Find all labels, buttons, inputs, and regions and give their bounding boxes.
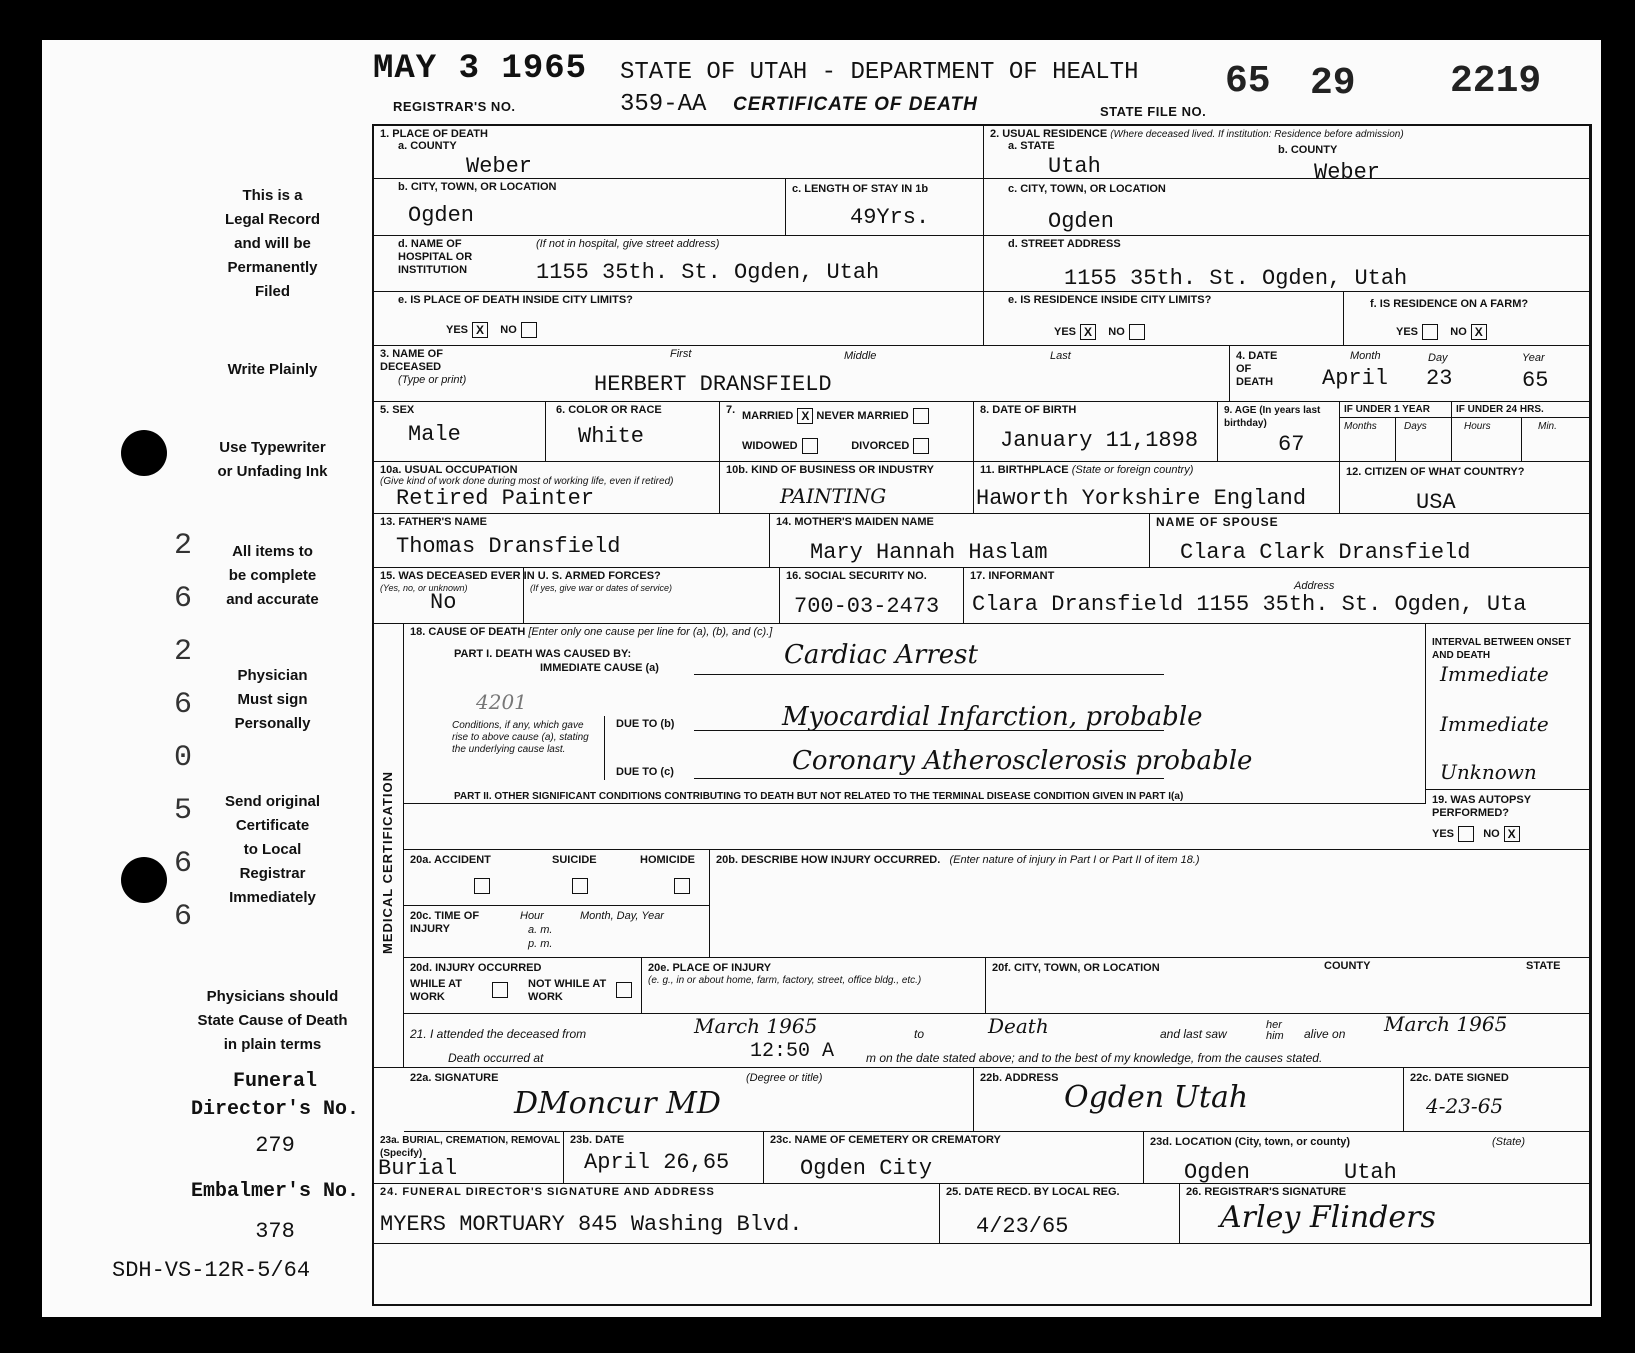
field-2ab: 2. USUAL RESIDENCE (Where deceased lived. If institution: Residence before admission) a. STATE Utah b. COUNTY Weber [984, 126, 1590, 179]
under-24-hours-header: IF UNDER 24 HRS. [1452, 402, 1590, 418]
field-16-ssn: 16. SOCIAL SECURITY NO. 700-03-2473 [780, 568, 964, 624]
embalmer-no: 378 [255, 1219, 295, 1244]
send-original-note: Send original Certificate to Local Registrar Immediately [224, 793, 320, 906]
file-no-a: 65 [1225, 60, 1271, 103]
field-2f: f. IS RESIDENCE ON A FARM? YES NO X [1344, 292, 1590, 346]
field-1e: e. IS PLACE OF DEATH INSIDE CITY LIMITS? YES X NO [374, 292, 984, 346]
field-17-informant: 17. INFORMANT Address Clara Dransfield 1155 35th. St. Ogden, Uta [964, 568, 1590, 624]
field-6-race: 6. COLOR OR RACE White [546, 402, 720, 462]
field-14-mother: 14. MOTHER'S MAIDEN NAME Mary Hannah Haslam [770, 514, 1150, 568]
field-10b-business: 10b. KIND OF BUSINESS OR INDUSTRY PAINTING [720, 462, 974, 514]
field-22a-signature: 22a. SIGNATURE (Degree or title) DMoncur MD [404, 1068, 974, 1132]
physician-note: Physician Must sign Personally [234, 667, 311, 732]
months-cell: Months [1340, 418, 1396, 462]
file-no-b: 29 [1310, 62, 1356, 105]
field-26-registrar-signature: 26. REGISTRAR'S SIGNATURE Arley Flinders [1180, 1184, 1590, 1244]
checkbox-not-while-at-work[interactable] [616, 982, 632, 998]
field-22c-date-signed: 22c. DATE SIGNED 4-23-65 [1404, 1068, 1590, 1132]
field-spouse: NAME OF SPOUSE Clara Clark Dransfield [1150, 514, 1590, 568]
field-18-cause-of-death: 18. CAUSE OF DEATH [Enter only one cause per line for (a), (b), and (c).] PART I. DEATH WAS CAUSED BY: IMMEDIATE CAUSE (a) Cardiac Arrest 4201 Conditions, if any, which gave rise to above cause (a), stating the underlying cause last. DUE TO (b) Myocardial Infarction, probable DUE TO (c) Coronary Atherosclerosis probable PART II. OTHER SIGNIFICANT CONDITIONS CONTRIBUTING TO DEATH BUT NOT RELATED TO THE TERMINAL DISEASE CONDITION GIVEN IN PART I(a) [404, 624, 1426, 804]
field-20c-time-of-injury: 20c. TIME OF INJURY Hour a. m. p. m. Month, Day, Year [404, 906, 710, 958]
field-23a-disposition: 23a. BURIAL, CREMATION, REMOVAL (Specify) Burial [374, 1132, 564, 1184]
field-19-autopsy: 19. WAS AUTOPSY PERFORMED? YES NO X [1426, 790, 1590, 850]
checkbox-1e-yes[interactable]: X [472, 322, 488, 338]
checkbox-1e-no[interactable] [521, 322, 537, 338]
typewriter-note: Use Typewriter or Unfading Ink [217, 439, 328, 480]
field-20d-injury-occurred: 20d. INJURY OCCURRED WHILE AT WORK NOT WHILE AT WORK [404, 958, 642, 1014]
min-cell: Min. [1522, 418, 1590, 462]
checkbox-married[interactable]: X [797, 408, 813, 424]
vertical-file-number: 2 6 2 6 0 5 6 6 [173, 529, 192, 934]
field-23d-location: 23d. LOCATION (City, town, or county) (State) Ogden Utah [1144, 1132, 1590, 1184]
field-21-attendance: 21. I attended the deceased from March 1965 to Death and last saw her him alive on March 1965 Death occurred at 12:50 A m on the date stated above; and to the best of my knowledge, from the causes stated. [404, 1014, 1590, 1068]
state-dept-title: STATE OF UTAH - DEPARTMENT OF HEALTH [620, 59, 1139, 86]
part-2-blank [404, 804, 1426, 850]
checkbox-2f-no[interactable]: X [1471, 324, 1487, 340]
complete-note: All items to be complete and accurate [226, 543, 319, 608]
field-4-date-of-death: 4. DATE OF DEATH Month Day Year April 23 65 [1230, 346, 1590, 402]
registrar-no-label: REGISTRAR'S NO. [393, 99, 516, 114]
days-cell: Days [1396, 418, 1452, 462]
field-20e-place-of-injury: 20e. PLACE OF INJURY (e. g., in or about home, farm, factory, street, office bldg., etc.) [642, 958, 986, 1014]
checkbox-while-at-work[interactable] [492, 982, 508, 998]
field-22b-address: 22b. ADDRESS Ogden Utah [974, 1068, 1404, 1132]
physicians-should-note: Physicians should State Cause of Death in plain terms [197, 988, 348, 1053]
field-2c: c. CITY, TOWN, OR LOCATION Ogden [984, 179, 1590, 236]
field-13-father: 13. FATHER'S NAME Thomas Dransfield [374, 514, 770, 568]
field-12-citizen: 12. CITIZEN OF WHAT COUNTRY? USA [1340, 462, 1590, 514]
field-23b-date: 23b. DATE April 26,65 [564, 1132, 764, 1184]
checkbox-accident[interactable] [474, 878, 490, 894]
state-file-no-label: STATE FILE NO. [1100, 104, 1207, 119]
funeral-director-no: 279 [255, 1133, 295, 1158]
certificate-title: CERTIFICATE OF DEATH [733, 94, 978, 115]
field-1b: b. CITY, TOWN, OR LOCATION Ogden [374, 179, 786, 236]
field-1d: d. NAME OF HOSPITAL OR INSTITUTION (If not in hospital, give street address) 1155 35th. St. Ogden, Utah [374, 236, 984, 292]
field-10a-occupation: 10a. USUAL OCCUPATION (Give kind of work done during most of working life, even if retired) Retired Painter [374, 462, 720, 514]
field-8-dob: 8. DATE OF BIRTH January 11,1898 [974, 402, 1218, 462]
medical-certification-strip: MEDICAL CERTIFICATION [374, 624, 404, 1068]
field-7-marital: 7. MARRIED X NEVER MARRIED WIDOWED DIVORCED [720, 402, 974, 462]
checkbox-2e-yes[interactable]: X [1080, 324, 1096, 340]
field-24-funeral-director: 24. FUNERAL DIRECTOR'S SIGNATURE AND ADDRESS MYERS MORTUARY 845 Washing Blvd. [374, 1184, 940, 1244]
field-25-date-received: 25. DATE RECD. BY LOCAL REG. 4/23/65 [940, 1184, 1180, 1244]
checkbox-suicide[interactable] [572, 878, 588, 894]
file-no-c: 2219 [1450, 60, 1542, 103]
checkbox-never-married[interactable] [913, 408, 929, 424]
checkbox-2e-no[interactable] [1129, 324, 1145, 340]
field-3-name: 3. NAME OF DECEASED (Type or print) First Middle Last HERBERT DRANSFIELD [374, 346, 1230, 402]
checkbox-autopsy-yes[interactable] [1458, 826, 1474, 842]
checkbox-autopsy-no[interactable]: X [1504, 826, 1520, 842]
field-2e: e. IS RESIDENCE INSIDE CITY LIMITS? YES X NO [984, 292, 1344, 346]
registrar-no: 359-AA [620, 91, 707, 118]
field-5-sex: 5. SEX Male [374, 402, 546, 462]
certificate-form [372, 124, 1592, 1306]
field-2d: d. STREET ADDRESS 1155 35th. St. Ogden, Utah [984, 236, 1590, 292]
field-20b-injury: 20b. DESCRIBE HOW INJURY OCCURRED. (Enter nature of injury in Part I or Part II of item 18.) [710, 850, 1590, 958]
stamp-date: MAY 3 1965 [373, 50, 588, 88]
checkbox-divorced[interactable] [913, 438, 929, 454]
field-11-birthplace: 11. BIRTHPLACE (State or foreign country) Haworth Yorkshire England [974, 462, 1340, 514]
field-1a: 1. PLACE OF DEATH a. COUNTY Weber [374, 126, 984, 179]
field-20f-injury-location: 20f. CITY, TOWN, OR LOCATION COUNTY STATE [986, 958, 1590, 1014]
embalmer-label: Embalmer's No. [190, 1180, 360, 1203]
interval-column: INTERVAL BETWEEN ONSET AND DEATH Immediate Immediate Unknown [1426, 624, 1590, 790]
form-code: SDH-VS-12R-5/64 [112, 1258, 311, 1283]
field-23c-cemetery: 23c. NAME OF CEMETERY OR CREMATORY Ogden City [764, 1132, 1144, 1184]
checkbox-homicide[interactable] [674, 878, 690, 894]
checkbox-2f-yes[interactable] [1422, 324, 1438, 340]
field-15-war-service: (If yes, give war or dates of service) [524, 568, 780, 624]
field-15-armed-forces: 15. WAS DECEASED EVER IN U. S. ARMED FORCES? (Yes, no, or unknown) No [374, 568, 524, 624]
under-1-year-header: IF UNDER 1 YEAR [1340, 402, 1452, 418]
legal-record-note: This is a Legal Record and will be Permanently Filed [224, 187, 321, 300]
field-1c: c. LENGTH OF STAY IN 1b 49Yrs. [786, 179, 984, 236]
field-9-age: 9. AGE (In years last birthday) 67 [1218, 402, 1340, 462]
funeral-director-label: Funeral Director's No. [190, 1070, 360, 1121]
checkbox-widowed[interactable] [802, 438, 818, 454]
hours-cell: Hours [1452, 418, 1522, 462]
field-20a-accident: 20a. ACCIDENT SUICIDE HOMICIDE [404, 850, 710, 906]
write-plainly-note: Write Plainly [227, 361, 318, 378]
